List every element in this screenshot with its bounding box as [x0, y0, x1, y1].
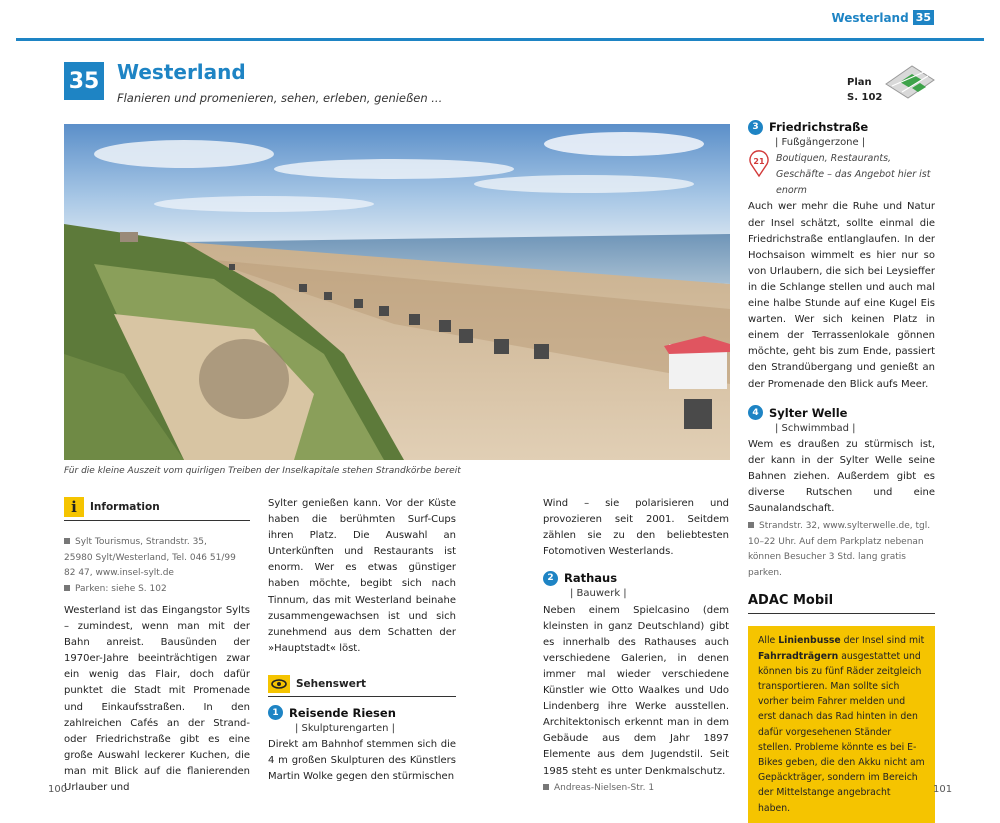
beach-photo — [64, 124, 730, 460]
running-header — [831, 10, 934, 25]
item-number-badge: 3 — [748, 120, 763, 135]
map-icon — [882, 62, 938, 102]
item-category: | Bauwerk | — [570, 588, 627, 600]
info-icon: i — [64, 497, 84, 517]
item-heading — [748, 119, 935, 135]
sehenswert-header — [268, 675, 456, 697]
item-title: Sylter Welle — [769, 405, 848, 420]
item-category: | Fußgängerzone | — [775, 137, 866, 149]
item-heading — [268, 705, 456, 721]
column-2 — [268, 496, 456, 785]
column-3 — [543, 496, 729, 796]
item-number-badge: 4 — [748, 405, 763, 420]
item-details: Strandstr. 32, www.sylterwelle.de, tgl. 10–22 Uhr. Auf dem Parkplatz nebenan können Besucher 3 Std. lang gratis parken. — [748, 521, 931, 578]
body-text: Sylter genießen kann. Vor der Küste haben die berühmten Surf-Cups ihren Platz. Die Auswahl an Unterkünften und Restaurants ist enorm. Wer es etwas günstiger haben möchte, begibt sich nach Tinnum, das mit Westerland beinahe zusammengewachsen ist und sich zunehmend aus dem Schatten der »Hauptstadt« löst. — [268, 498, 456, 654]
body-text: Westerland ist das Eingangstor Sylts – zumindest, wenn man mit der Bahn anreist. Bausünden der 1970er-Jahre beeinträchtigen zwar ein wenig das Flair, doch dafür punktet die Stadt mit Promenade und Einkaufsstraßen. In den zahlreichen Cafés an der Strand- oder Friedrichstraße gibt es eine große Auswahl leckerer Kuchen, die man mit Blick auf die flanierenden Urlauber und — [64, 605, 250, 794]
bullet-square-icon — [64, 538, 70, 544]
item-title: Rathaus — [564, 571, 618, 586]
running-header-title: Westerland — [831, 10, 909, 25]
bullet-square-icon — [748, 522, 754, 528]
adac-mobil-box: Alle Linienbusse der Insel sind mit Fahrradträgern ausgestattet und können bis zu fünf Räder zeitgleich transportieren. Man sollte sich vorher beim Fahrer melden und erst danach das Rad hinten in den dafür vorgesehenen Ständer stellen. Probleme könnte es bei E-Bikes geben, die den Akku nicht am Gepäckträger, sondern im Bereich der Mittelstange angebracht haben. — [748, 626, 935, 822]
header-rule — [16, 38, 984, 41]
item-subline: 21 Boutiquen, Restaurants, Geschäfte – das Angebot hier ist enorm — [748, 151, 935, 199]
item-heading — [543, 570, 729, 586]
item-category: | Skulpturengarten | — [295, 723, 396, 735]
chapter-number-badge: 35 — [64, 62, 104, 100]
information-title: Information — [90, 500, 160, 513]
item-category: | Schwimmbad | — [775, 422, 856, 434]
body-text: Wind – sie polarisieren und provozieren seit 2001. Seitdem zählen sie zu den beliebtesten Fotomotiven Westerlands. — [543, 498, 729, 558]
item-number-badge: 1 — [268, 705, 283, 720]
chapter-subtitle: Flanieren und promenieren, sehen, erleben, genießen ... — [117, 91, 443, 105]
plan-reference — [847, 75, 882, 105]
item-title: Friedrichstraße — [769, 120, 869, 134]
photo-caption: Für die kleine Auszeit vom quirligen Treiben der Inselkapitale stehen Strandkörbe bereit — [64, 466, 461, 476]
item-body: Direkt am Bahnhof stemmen sich die 4 m großen Skulpturen des Künstlers Martin Wolke gegen den stürmischen — [268, 739, 456, 783]
information-address: Sylt Tourismus, Strandstr. 35, 25980 Sylt/Westerland, Tel. 046 51/99 82 47, www.insel-sylt.de Parken: siehe S. 102 — [64, 537, 236, 594]
bullet-square-icon — [64, 585, 70, 591]
map-pin-number: 21 — [753, 157, 765, 167]
map-pin-icon — [748, 151, 770, 177]
item-body: Wem es draußen zu stürmisch ist, der kann in der Sylter Welle seine Bahnen ziehen. Außerdem gibt es diverse Rutschen und eine Saunalandschaft. — [748, 438, 935, 515]
information-box — [64, 497, 250, 597]
item-number-badge: 2 — [543, 571, 558, 586]
item-title: Reisende Riesen — [289, 705, 396, 720]
item-address: Andreas-Nielsen-Str. 1 — [543, 781, 729, 797]
item-body: Neben einem Spielcasino (dem kleinsten in ganz Deutschland) gibt es innerhalb des Rathauses auch verschiedene Galerien, in denen immer mal wieder verschiedene Künstler wie Otto Waalkes und Udo Lindenberg ihre Werke ausstellen. Architektonisch erkennt man in dem Gebäude aus dem Jahr 1897 Elemente aus dem Jugendstil. Seit 1985 steht es unter Denkmalschutz. — [543, 604, 729, 777]
adac-mobil-title: ADAC Mobil — [748, 593, 935, 614]
column-4 — [748, 119, 935, 823]
chapter-title: Westerland — [117, 60, 246, 84]
information-header — [64, 497, 250, 521]
eye-icon — [268, 675, 290, 693]
running-header-number: 35 — [913, 10, 934, 25]
page-number-right: 101 — [933, 784, 953, 795]
plan-label: Plan — [847, 77, 872, 88]
bullet-square-icon — [543, 784, 549, 790]
item-body: Auch wer mehr die Ruhe und Natur der Insel schätzt, sollte einmal die Friedrichstraße entlanglaufen. In der Hochsaison wimmelt es hier nur so von Urlaubern, die sich bei Leysieffer in die Schlange stellen und auch mal eine halbe Stunde auf eine Kugel Eis warten. Wer sich keinen Platz in einem der Terrassenlokale gönnen möchte, geht bis zum Ende, passiert den Strandübergang und genießt an der Promenade den Blick aufs Meer. — [748, 201, 935, 390]
item-heading — [748, 405, 935, 421]
page-number-left: 100 — [48, 784, 68, 795]
column-1 — [64, 603, 250, 796]
plan-page: S. 102 — [847, 92, 883, 103]
sehenswert-title: Sehenswert — [296, 677, 367, 690]
